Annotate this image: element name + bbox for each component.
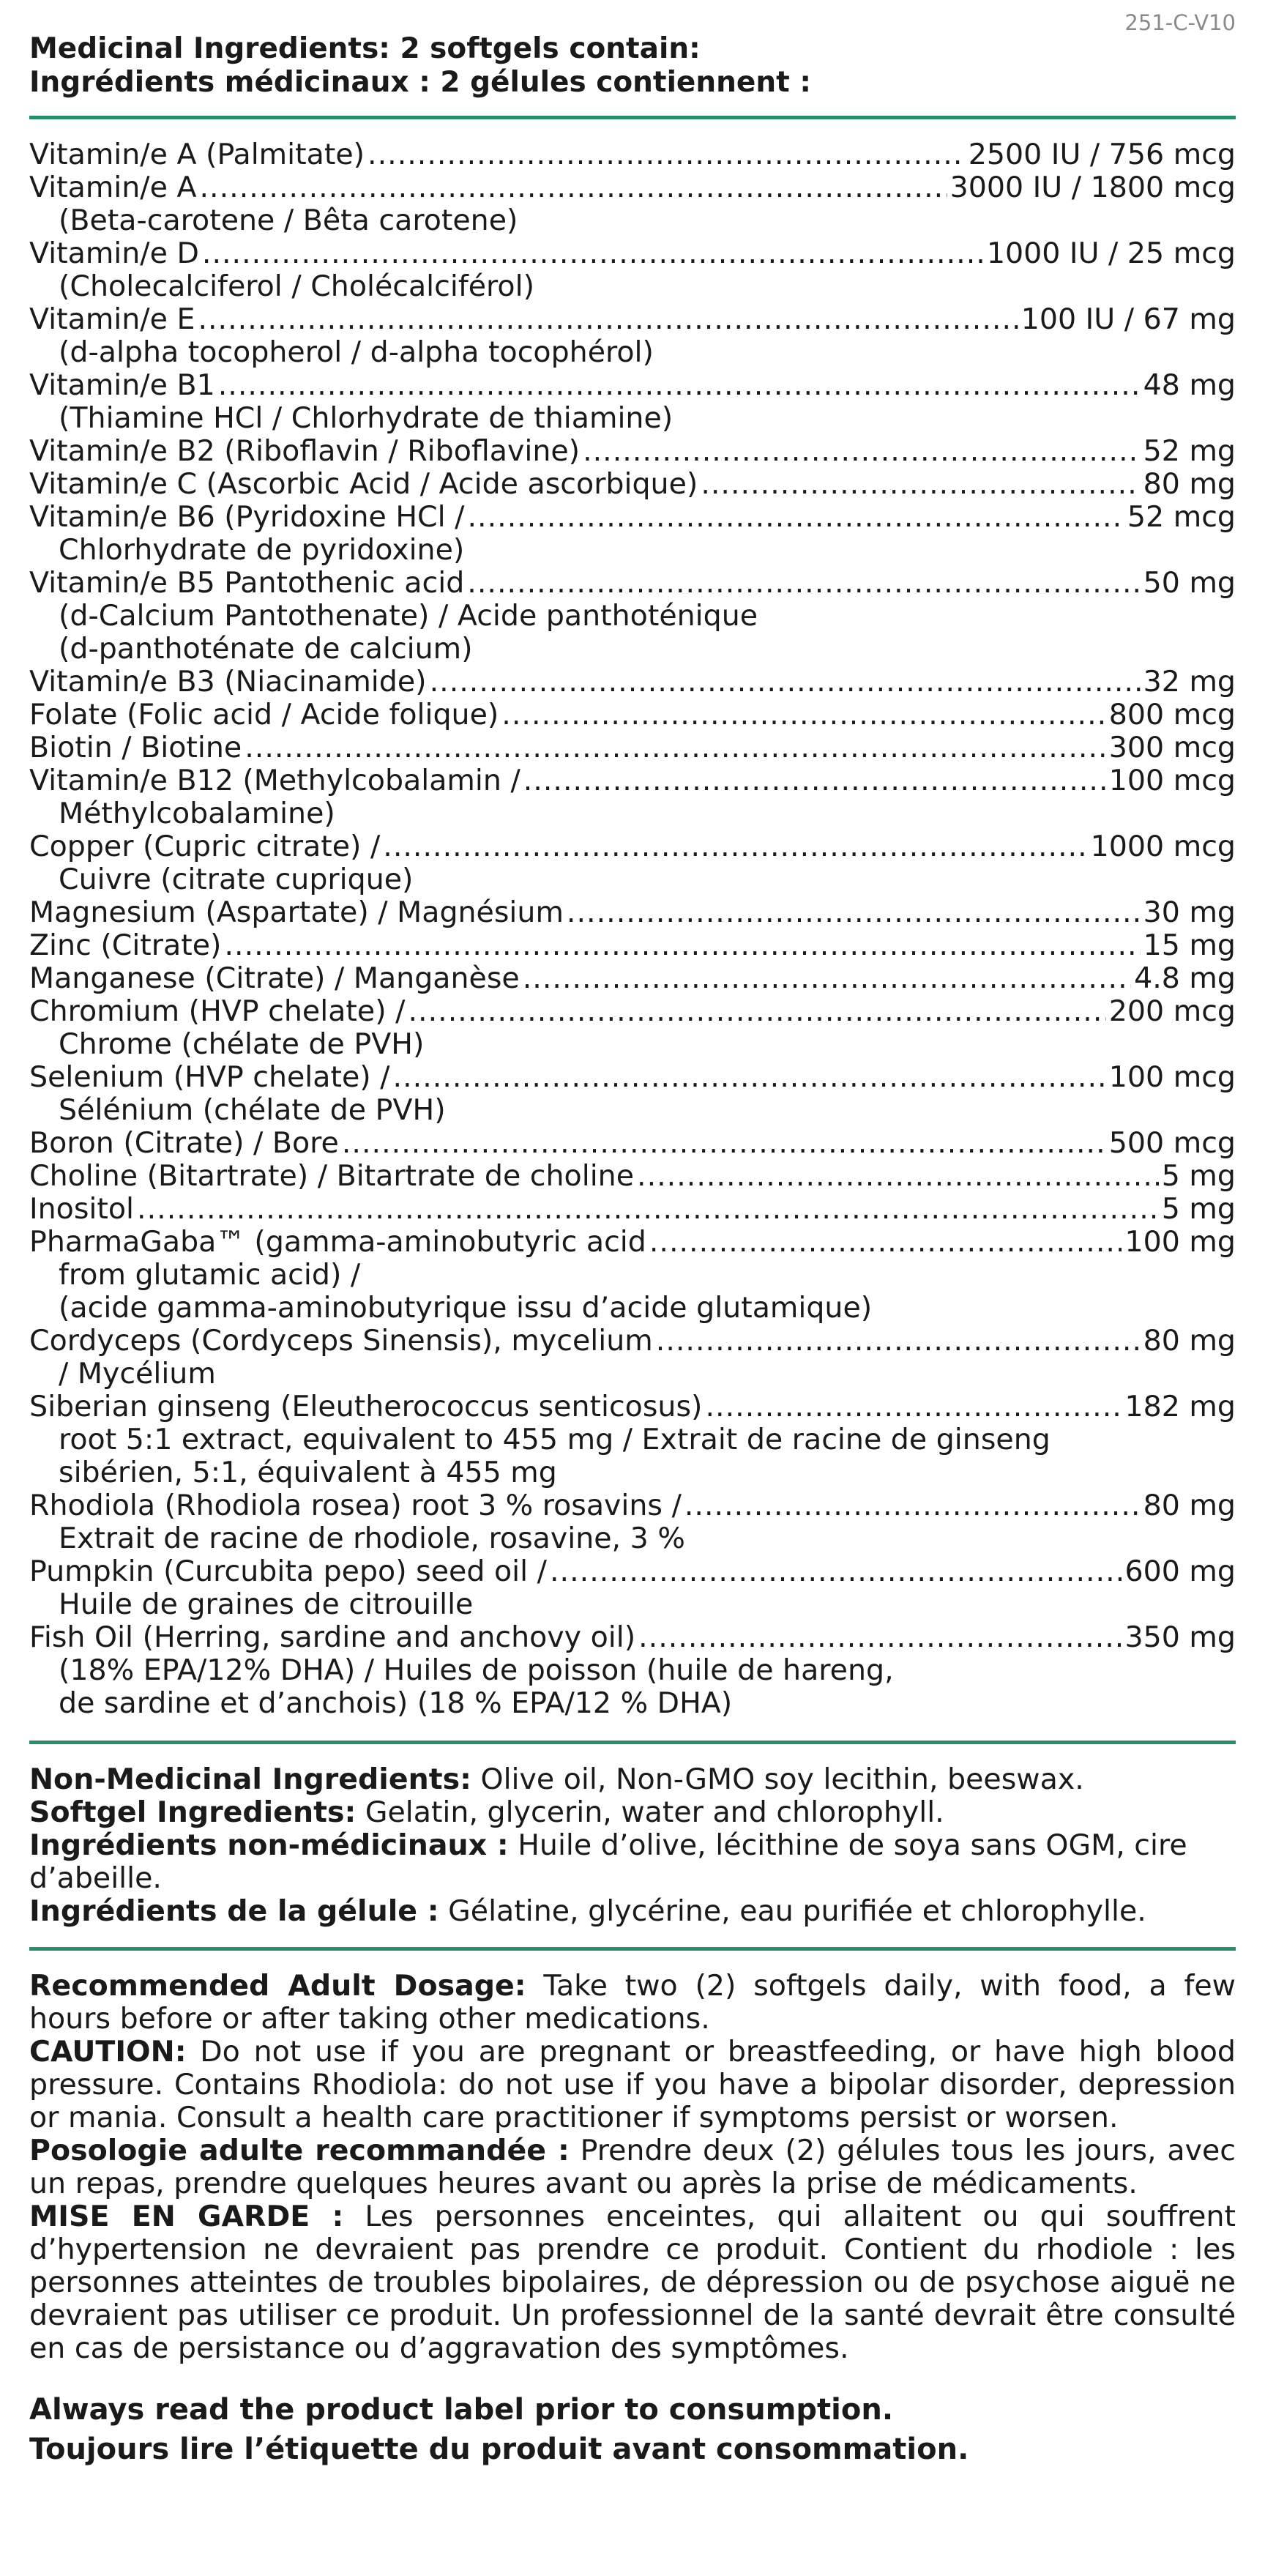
ingredient-amount: 32 mg	[1143, 665, 1236, 699]
header-line-fr: Ingrédients médicinaux : 2 gélules contiennent :	[29, 66, 811, 99]
dot-leader	[393, 1061, 1106, 1094]
dot-leader	[467, 501, 1124, 534]
dosage-text: Take two (2) softgels daily, with food, a few hours before or after taking other medications.	[29, 1969, 1236, 2036]
ingredient-amount: 4.8 mg	[1134, 961, 1236, 995]
caution-label: CAUTION:	[29, 2035, 187, 2069]
softgel-label: Softgel Ingredients:	[29, 1795, 357, 1829]
dot-leader	[383, 830, 1087, 863]
ingredient-detail: Cuivre (citrate cuprique)	[59, 863, 414, 896]
ingredient-name: Boron (Citrate) / Bore	[29, 1126, 339, 1160]
ingredient-detail: Extrait de racine de rhodiole, rosavine, 3 %	[59, 1522, 685, 1555]
dot-leader	[550, 1555, 1122, 1588]
nmi-label: Non-Medicinal Ingredients:	[29, 1762, 471, 1796]
ingredient-name: Vitamin/e D	[29, 237, 199, 270]
ingredient-row	[29, 369, 1236, 402]
medicinal-header	[29, 0, 1236, 100]
ingredient-row	[29, 1621, 1236, 1654]
ingredient-amount: 48 mg	[1143, 368, 1236, 402]
divider-rule	[29, 1741, 1236, 1744]
dot-leader	[408, 995, 1105, 1028]
ingredient-name: Vitamin/e B5 Pantothenic acid	[29, 566, 465, 600]
ingredient-row	[29, 666, 1236, 699]
softgel-text: Gelatin, glycerin, water and chlorophyll.	[356, 1795, 944, 1829]
ingredient-amount: 300 mcg	[1108, 731, 1236, 764]
ingredient-detail: (Cholecalciferol / Cholécalciférol)	[59, 269, 534, 303]
ingredient-detail: sibérien, 5:1, équivalent à 455 mg	[59, 1456, 557, 1489]
ingredient-detail: Chrome (chélate de PVH)	[59, 1027, 425, 1061]
dot-leader	[523, 962, 1131, 995]
ingredient-name: Fish Oil (Herring, sardine and anchovy oil)	[29, 1620, 636, 1654]
product-code: 251-C-V10	[1124, 10, 1236, 35]
ingredient-detail: (d-alpha tocopherol / d-alpha tocophérol)	[59, 335, 654, 369]
ingredient-detail: (Thiamine HCl / Chlorhydrate de thiamine)	[59, 401, 673, 435]
dot-leader	[367, 138, 966, 171]
softgel-ingredients	[29, 1796, 1236, 1829]
dot-leader	[638, 1621, 1122, 1654]
dot-leader	[701, 468, 1140, 501]
ingredient-detail: from glutamic acid) /	[59, 1258, 361, 1292]
gelule-text: Gélatine, glycérine, eau purifiée et chlorophylle.	[439, 1894, 1146, 1928]
posologie-label: Posologie adulte recommandée :	[29, 2134, 570, 2167]
ingredient-detail: (d-panthoténate de calcium)	[59, 632, 473, 666]
ingredient-name: Siberian ginseng (Eleutherococcus senticosus)	[29, 1390, 703, 1423]
ingredient-amount: 182 mg	[1124, 1390, 1236, 1423]
ingredient-name: Inositol	[29, 1192, 135, 1226]
ingredient-name: Vitamin/e A	[29, 171, 197, 204]
ingredient-name: Vitamin/e B1	[29, 368, 215, 402]
ingredient-row	[29, 138, 1236, 171]
caution-text: Do not use if you are pregnant or breastfeeding, or have high blood pressure. Contains Rhodiola: do not use if you have a bipolar disorder, depression or mania. Consult a health care practitioner if symptoms persist or worsen.	[29, 2035, 1236, 2134]
ingredient-amount: 100 mg	[1124, 1225, 1236, 1259]
ingredient-amount: 100 mcg	[1108, 764, 1236, 797]
dot-leader	[342, 1127, 1106, 1160]
ingredient-detail: de sardine et d’anchois) (18 % EPA/12 % DHA)	[59, 1686, 733, 1720]
dot-leader	[523, 764, 1106, 797]
ingredient-name: Pumpkin (Curcubita pepo) seed oil /	[29, 1555, 547, 1588]
recommended-dosage	[29, 1970, 1236, 2036]
nmi-text: Olive oil, Non-GMO soy lecithin, beeswax.	[471, 1762, 1084, 1796]
ingredient-list	[29, 138, 1236, 1720]
ingredient-detail: Chlorhydrate de pyridoxine)	[59, 533, 465, 567]
dot-leader	[200, 171, 947, 204]
ingredient-amount: 350 mg	[1124, 1620, 1236, 1654]
ingredient-row	[29, 962, 1236, 995]
ingredient-amount: 500 mcg	[1108, 1126, 1236, 1160]
ingredient-name: Zinc (Citrate)	[29, 928, 222, 962]
ingredient-detail: root 5:1 extract, equivalent to 455 mg / Extrait de racine de ginseng	[59, 1423, 1051, 1456]
ingredient-row	[29, 896, 1236, 929]
header-line-en: Medicinal Ingredients: 2 softgels contain:	[29, 32, 701, 65]
ingredient-amount: 5 mg	[1161, 1159, 1236, 1193]
ingredient-name: Folate (Folic acid / Acide folique)	[29, 698, 499, 732]
ingredient-amount: 80 mg	[1143, 1324, 1236, 1358]
dot-leader	[684, 1489, 1141, 1522]
ingredient-name: Vitamin/e B12 (Methylcobalamin /	[29, 764, 520, 797]
dot-leader	[224, 929, 1140, 962]
ingredient-row	[29, 1325, 1236, 1358]
ingredient-amount: 100 mcg	[1108, 1060, 1236, 1094]
dosage-label: Recommended Adult Dosage:	[29, 1969, 526, 2003]
ingredient-name: Selenium (HVP chelate) /	[29, 1060, 390, 1094]
ingredient-name: Vitamin/e E	[29, 302, 195, 336]
ingredient-name: Magnesium (Aspartate) / Magnésium	[29, 896, 564, 929]
divider-rule	[29, 1947, 1236, 1951]
ingredient-amount: 15 mg	[1143, 928, 1236, 962]
ingredient-row	[29, 567, 1236, 600]
ingredient-name: Cordyceps (Cordyceps Sinensis), mycelium	[29, 1324, 653, 1358]
ingredient-amount: 52 mg	[1143, 434, 1236, 468]
non-medicinal-ingredients	[29, 1763, 1236, 1796]
ingredient-name: Biotin / Biotine	[29, 731, 242, 764]
dot-leader	[218, 369, 1141, 402]
posologie	[29, 2134, 1236, 2200]
ingredient-row	[29, 1193, 1236, 1226]
ingredient-row	[29, 1489, 1236, 1522]
dot-leader	[637, 1160, 1159, 1193]
ingredient-row	[29, 830, 1236, 863]
gelule-label: Ingrédients de la gélule :	[29, 1894, 439, 1928]
ingredient-name: Vitamin/e B6 (Pyridoxine HCl /	[29, 500, 465, 534]
divider-rule	[29, 116, 1236, 119]
posologie-text: Prendre deux (2) gélules tous les jours, avec un repas, prendre quelques heures avant ou après la prise de médicaments.	[29, 2134, 1236, 2200]
ingredient-row	[29, 435, 1236, 468]
notice-line-fr: Toujours lire l’étiquette du produit avant consommation.	[29, 2432, 969, 2466]
ingredient-row	[29, 1555, 1236, 1588]
ingredient-row	[29, 501, 1236, 534]
nmi-fr-text: Huile d’olive, lécithine de soya sans OGM, cire d’abeille.	[29, 1828, 1187, 1895]
ingredient-detail: Huile de graines de citrouille	[59, 1587, 474, 1621]
ingredient-amount: 2500 IU / 756 mcg	[968, 138, 1236, 171]
ingredient-amount: 1000 mcg	[1090, 830, 1236, 863]
ingredient-amount: 80 mg	[1143, 467, 1236, 501]
dosage-section	[29, 1970, 1236, 2365]
ingredient-amount: 30 mg	[1143, 896, 1236, 929]
non-medicinal-section	[29, 1763, 1236, 1928]
ingredient-name: Vitamin/e B2 (Riboflavin / Riboflavine)	[29, 434, 581, 468]
ingredient-row	[29, 1127, 1236, 1160]
mise-en-garde-text: Les personnes enceintes, qui allaitent ou qui souffrent d’hypertension ne devraient pas prendre ce produit. Contient du rhodiole : les personnes atteintes de troubles bipolaires, de dépression ou de psychose aiguë ne devraient pas utiliser ce produit. Un professionnel de la santé devrait être consulté en cas de persistance ou d’aggravation des symptômes.	[29, 2200, 1236, 2365]
ingredient-row	[29, 764, 1236, 797]
mise-en-garde-label: MISE EN GARDE :	[29, 2200, 344, 2233]
ingredient-row	[29, 929, 1236, 962]
ingredient-name: Vitamin/e A (Palmitate)	[29, 138, 365, 171]
dot-leader	[649, 1226, 1122, 1259]
ingredient-row	[29, 1391, 1236, 1423]
ingredient-name: Chromium (HVP chelate) /	[29, 994, 406, 1028]
ingredient-name: Vitamin/e B3 (Niacinamide)	[29, 665, 427, 699]
dot-leader	[202, 237, 984, 270]
ingredient-detail: Sélénium (chélate de PVH)	[59, 1093, 446, 1127]
ingredient-amount: 800 mcg	[1108, 698, 1236, 732]
ingredient-amount: 52 mcg	[1127, 500, 1236, 534]
ingredient-amount: 80 mg	[1143, 1489, 1236, 1522]
gelule-ingredients	[29, 1895, 1236, 1928]
dot-leader	[567, 896, 1141, 929]
ingredient-row	[29, 1226, 1236, 1259]
ingredient-row	[29, 303, 1236, 336]
caution	[29, 2036, 1236, 2134]
dot-leader	[656, 1325, 1141, 1358]
ingredient-amount: 50 mg	[1143, 566, 1236, 600]
dot-leader	[430, 666, 1141, 699]
non-medicinal-ingredients-fr	[29, 1829, 1236, 1895]
ingredient-detail: / Mycélium	[59, 1357, 216, 1391]
ingredient-name: Rhodiola (Rhodiola rosea) root 3 % rosavins /	[29, 1489, 682, 1522]
dot-leader	[198, 303, 1018, 336]
ingredient-detail: Méthylcobalamine)	[59, 797, 335, 830]
dot-leader	[501, 699, 1105, 732]
ingredient-row	[29, 1160, 1236, 1193]
ingredient-name: Copper (Cupric citrate) /	[29, 830, 381, 863]
ingredient-amount: 600 mg	[1124, 1555, 1236, 1588]
ingredient-row	[29, 995, 1236, 1028]
ingredient-amount: 5 mg	[1161, 1192, 1236, 1226]
ingredient-detail: (Beta-carotene / Bêta carotene)	[59, 204, 518, 237]
ingredient-detail: (d-Calcium Pantothenate) / Acide panthoténique	[59, 599, 758, 633]
ingredient-row	[29, 1061, 1236, 1094]
ingredient-row	[29, 171, 1236, 204]
ingredient-name: PharmaGaba™ (gamma-aminobutyric acid	[29, 1225, 646, 1259]
dot-leader	[467, 567, 1140, 600]
ingredient-detail: (acide gamma-aminobutyrique issu d’acide glutamique)	[59, 1291, 873, 1325]
ingredient-row	[29, 732, 1236, 764]
ingredient-row	[29, 468, 1236, 501]
notice-line-en: Always read the product label prior to consumption.	[29, 2393, 894, 2427]
dot-leader	[137, 1193, 1159, 1226]
dot-leader	[583, 435, 1141, 468]
ingredient-amount: 100 IU / 67 mg	[1020, 302, 1236, 336]
mise-en-garde	[29, 2200, 1236, 2365]
nmi-fr-label: Ingrédients non-médicinaux :	[29, 1828, 509, 1862]
ingredient-row	[29, 699, 1236, 732]
ingredient-amount: 1000 IU / 25 mcg	[986, 237, 1236, 270]
ingredient-row	[29, 237, 1236, 270]
ingredient-name: Manganese (Citrate) / Manganèse	[29, 961, 520, 995]
ingredient-detail: (18% EPA/12% DHA) / Huiles de poisson (huile de hareng,	[59, 1653, 894, 1687]
ingredient-name: Vitamin/e C (Ascorbic Acid / Acide ascorbique)	[29, 467, 698, 501]
dot-leader	[705, 1391, 1122, 1423]
ingredient-amount: 3000 IU / 1800 mcg	[949, 171, 1236, 204]
dot-leader	[245, 732, 1106, 764]
read-label-notice	[29, 2390, 1236, 2469]
ingredient-name: Choline (Bitartrate) / Bitartrate de choline	[29, 1159, 635, 1193]
ingredient-amount: 200 mcg	[1108, 994, 1236, 1028]
